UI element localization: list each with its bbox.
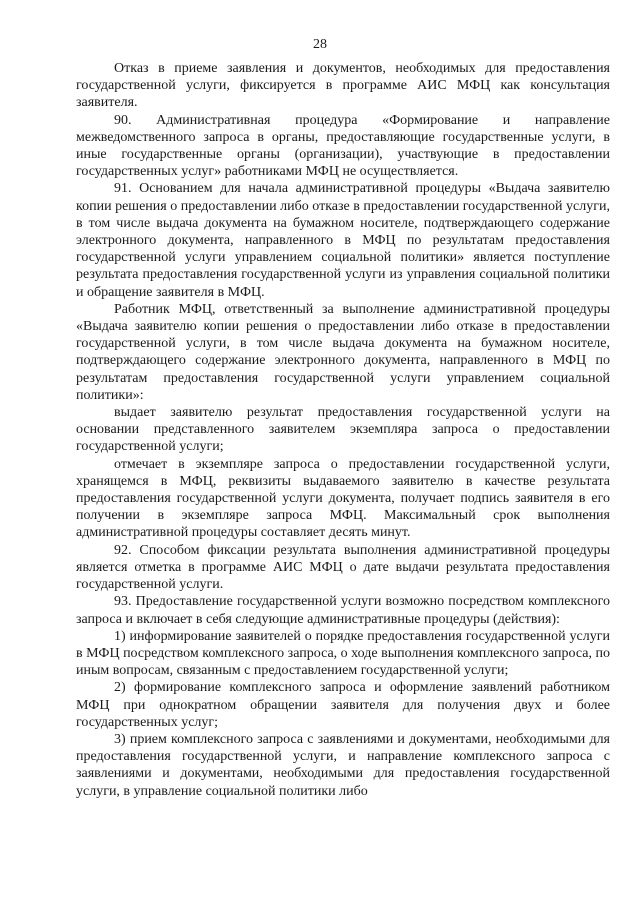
document-body: [76, 60, 610, 800]
paragraph: Отказ в приеме заявления и документов, необходимых для предоставления государственной услуги, фиксируется в программе АИС МФЦ как консультация заявителя.: [76, 61, 610, 111]
paragraph-clause-93: 93. Предоставление государственной услуги возможно посредством комплексного запроса и включает в себя следующие административные процедуры (действия):: [76, 594, 610, 627]
paragraph: выдает заявителю результат предоставления государственной услуги на основании представленного заявителем экземпляра запроса о предоставлении государственной услуги;: [76, 405, 610, 455]
paragraph: отмечает в экземпляре запроса о предоставлении государственной услуги, хранящемся в МФЦ, реквизиты выдаваемого заявителю в качестве результата предоставления государственной услуги документа, получает подпись заявителя в его получении в экземпляре запроса МФЦ. Максимальный срок выполнения административной процедуры составляет десять минут.: [76, 456, 610, 541]
list-item: 3) прием комплексного запроса с заявлениями и документами, необходимыми для предоставления государственной услуги, и направление комплексного запроса с заявлениями и документами, необходимыми для предоставления государственной услуги, в управление социальной политики либо: [76, 731, 610, 799]
paragraph-clause-91: 91. Основанием для начала административной процедуры «Выдача заявителю копии решения о предоставлении либо отказе в предоставлении государственной услуги, в том числе выдача документа на бумажном носителе, подтверждающего содержание электронного документа, направленного в МФЦ по результатам предоставления государственной услуги управлением социальной политики» является поступление результата предоставления государственной услуги из управления социальной политики и обращение заявителя в МФЦ.: [76, 181, 610, 300]
paragraph: Работник МФЦ, ответственный за выполнение административной процедуры «Выдача заявителю копии решения о предоставлении либо отказе в предоставлении государственной услуги, в том числе выдача документа на бумажном носителе, подтверждающего содержание электронного документа, направленного в МФЦ по результатам предоставления государственной услуги управлением социальной политики»:: [76, 301, 610, 403]
paragraph-clause-90: 90. Административная процедура «Формирование и направление межведомственного запроса в органы, предоставляющие государственные услуги, в иные государственные органы (организации), участвующие в предоставлении государственных услуг» работниками МФЦ не осуществляется.: [76, 112, 610, 180]
paragraph-clause-92: 92. Способом фиксации результата выполнения административной процедуры является отметка в программе АИС МФЦ о дате выдачи результата предоставления государственной услуги.: [76, 542, 610, 593]
list-item: 2) формирование комплексного запроса и оформление заявлений работником МФЦ при однократном обращении заявителя для получения двух и более государственных услуг;: [76, 680, 610, 730]
page-number: 28: [313, 37, 327, 52]
list-item: 1) информирование заявителей о порядке предоставления государственной услуги в МФЦ посредством комплексного запроса, о ходе выполнения комплексного запроса, по иным вопросам, связанным с предоставлением государственной услуги;: [76, 628, 610, 679]
